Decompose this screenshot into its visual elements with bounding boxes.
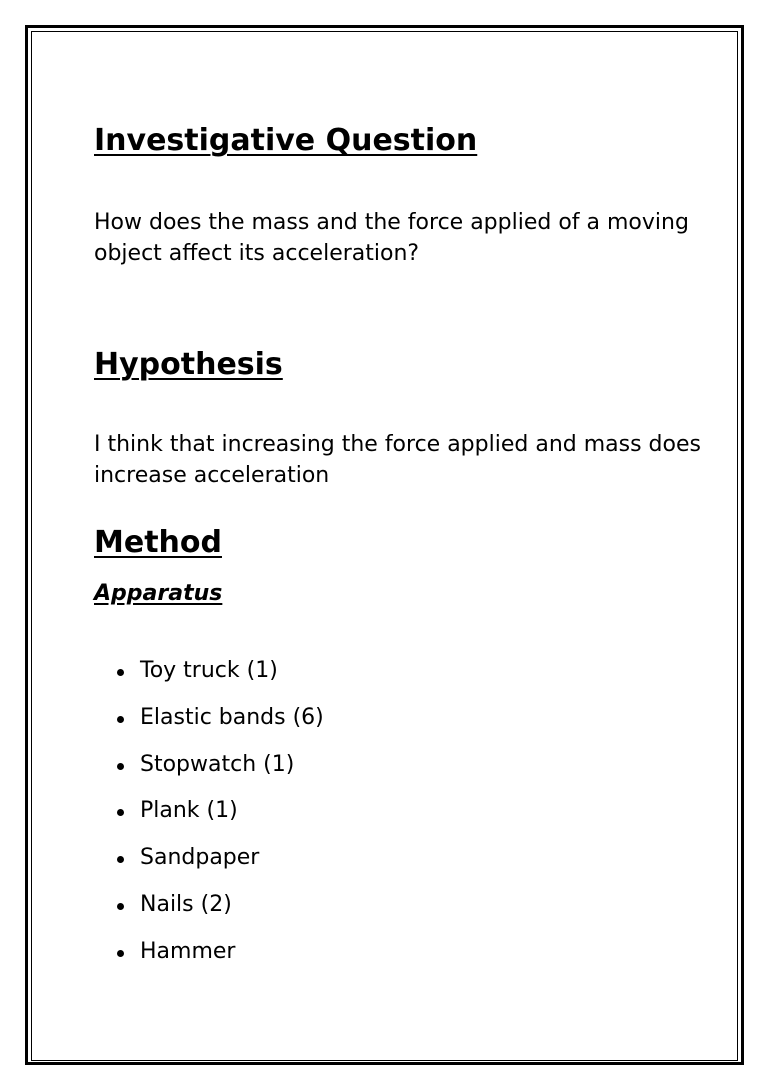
apparatus-item-label: Plank (1) xyxy=(140,798,238,824)
list-item xyxy=(94,656,324,686)
bullet-icon xyxy=(117,903,124,910)
bullet-icon xyxy=(117,669,124,676)
bullet-icon xyxy=(117,716,124,723)
apparatus-item-label: Sandpaper xyxy=(140,845,260,871)
list-item xyxy=(94,937,324,967)
apparatus-item-label: Elastic bands (6) xyxy=(140,704,324,730)
apparatus-list xyxy=(94,656,324,984)
apparatus-subheading: Apparatus xyxy=(94,581,223,606)
apparatus-item-label: Stopwatch (1) xyxy=(140,751,295,777)
bullet-icon xyxy=(117,950,124,957)
hypothesis-heading: Hypothesis xyxy=(94,347,283,382)
apparatus-item-label: Hammer xyxy=(140,938,236,964)
investigative-question-text: How does the mass and the force applied of a moving object affect its acceleration? xyxy=(94,210,689,266)
list-item xyxy=(94,890,324,920)
apparatus-item-label: Toy truck (1) xyxy=(140,658,278,683)
list-item xyxy=(94,750,324,780)
list-item xyxy=(94,796,324,826)
hypothesis-text: I think that increasing the force applied and mass does increase acceleration xyxy=(94,432,701,488)
apparatus-item-label: Nails (2) xyxy=(140,891,232,917)
bullet-icon xyxy=(117,763,124,770)
investigative-question-heading: Investigative Question xyxy=(94,123,478,158)
method-heading: Method xyxy=(94,525,222,560)
list-item xyxy=(94,703,324,733)
bullet-icon xyxy=(117,856,124,863)
bullet-icon xyxy=(117,809,124,816)
list-item xyxy=(94,843,324,873)
